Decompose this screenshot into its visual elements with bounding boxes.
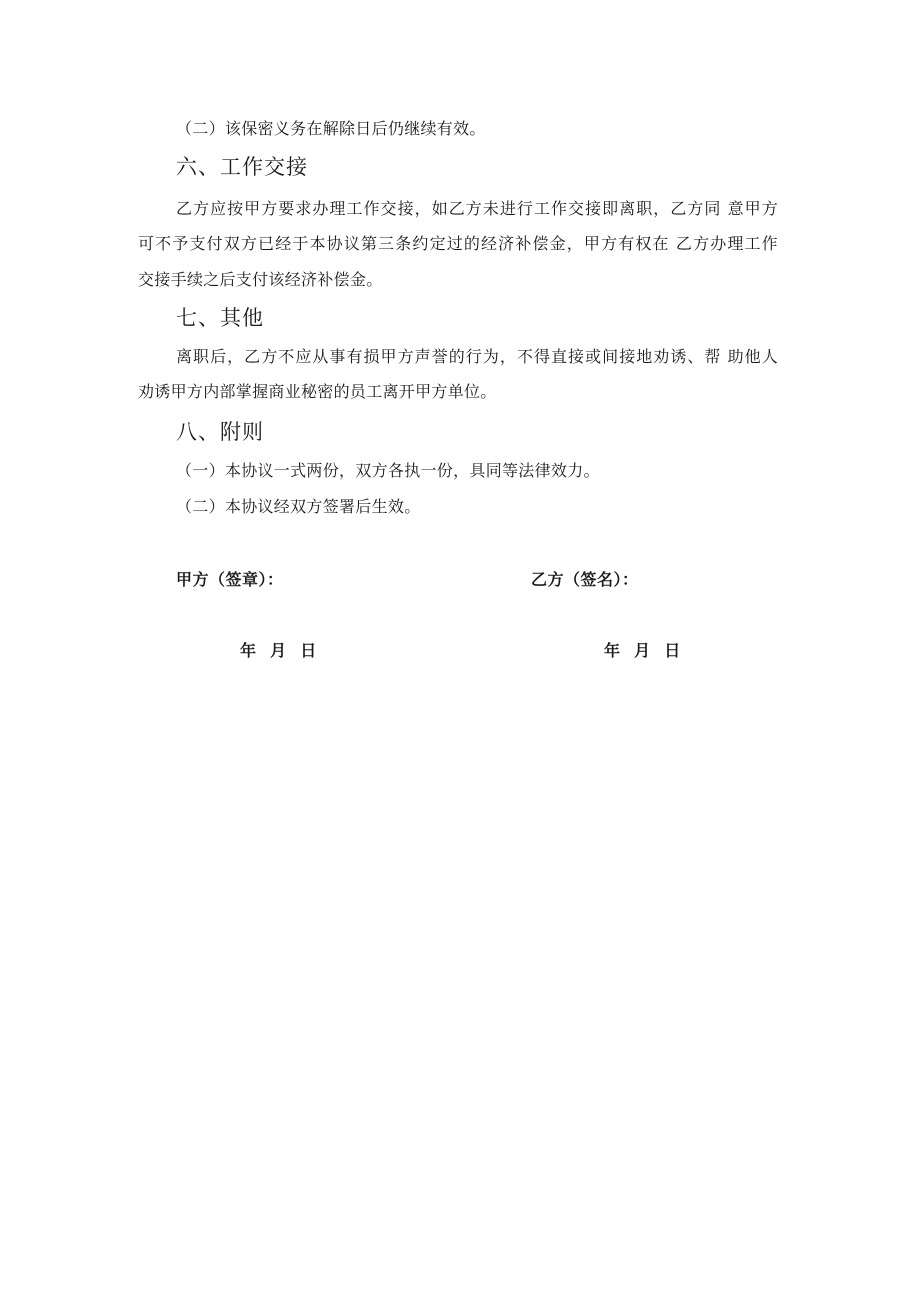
section-8-item-2: （二）本协议经双方签署后生效。 xyxy=(176,497,421,516)
section-7-line-1: 离职后，乙方不应从事有损甲方声誉的行为，不得直接或间接地劝诱、帮 助他人 xyxy=(176,347,778,366)
section-8-item-1: （一）本协议一式两份，双方各执一份，具同等法律效力。 xyxy=(176,461,600,480)
party-b-signature-label: 乙方（签名）： xyxy=(531,570,639,589)
section-7-heading: 七、其他 xyxy=(176,306,264,330)
section-6-heading: 六、工作交接 xyxy=(176,155,308,179)
section-6-line-2: 可不予支付双方已经于本协议第三条约定过的经济补偿金，甲方有权在 乙方办理工作 xyxy=(138,234,778,253)
party-a-date: 年 月 日 xyxy=(240,641,318,660)
party-a-signature-label: 甲方（签章）： xyxy=(176,570,284,589)
party-b-date: 年 月 日 xyxy=(604,641,682,660)
section-6-line-3: 交接手续之后支付该经济补偿金。 xyxy=(138,270,383,289)
section-8-heading: 八、附则 xyxy=(176,420,264,444)
section-7-line-2: 劝诱甲方内部掌握商业秘密的员工离开甲方单位。 xyxy=(138,382,497,401)
clause-5-item-2: （二）该保密义务在解除日后仍继续有效。 xyxy=(176,119,486,138)
section-6-line-1: 乙方应按甲方要求办理工作交接，如乙方未进行工作交接即离职，乙方同 意甲方 xyxy=(176,199,778,218)
